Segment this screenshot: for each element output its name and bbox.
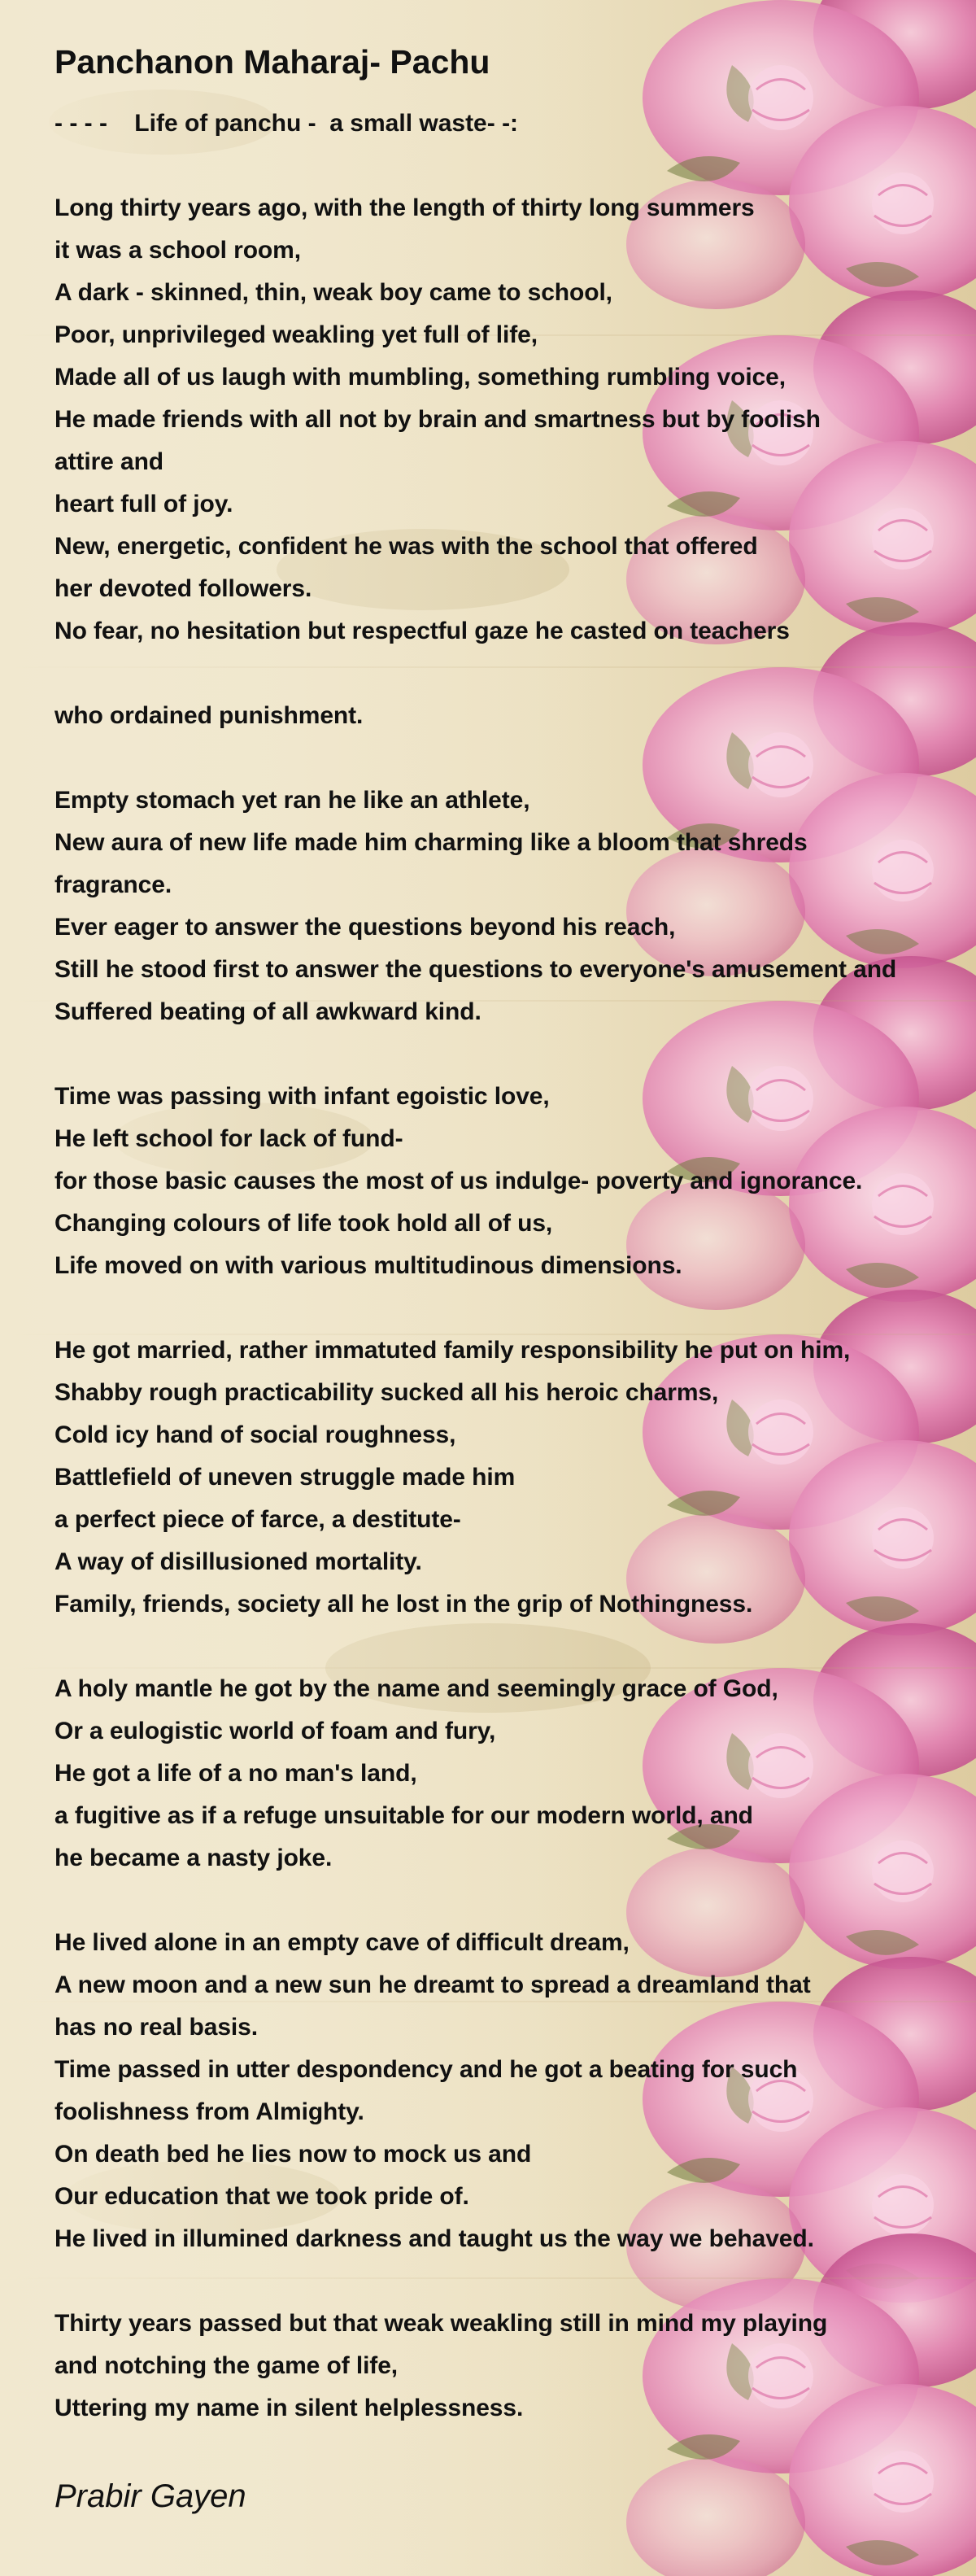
stanza-3 (54, 779, 965, 1033)
poem-line: Cold icy hand of social roughness, (54, 1421, 456, 1448)
poem-line: Life moved on with various multitudinous dimensions. (54, 1252, 682, 1279)
stanza-7 (54, 1922, 965, 2260)
poem-line: Or a eulogistic world of foam and fury, (54, 1718, 496, 1744)
poem-line: Time was passing with infant egoistic love, (54, 1083, 550, 1110)
poem-line: has no real basis. (54, 2014, 258, 2041)
poem-line: He got married, rather immatuted family responsibility he put on him, (54, 1337, 851, 1364)
poem-line: attire and (54, 448, 164, 475)
poem-line: Shabby rough practicability sucked all his heroic charms, (54, 1379, 719, 1406)
stanza-2 (54, 695, 965, 737)
poem-line: foolishness from Almighty. (54, 2098, 364, 2125)
poem-line: who ordained punishment. (54, 702, 364, 729)
poem-line: Still he stood first to answer the questions to everyone's amusement and (54, 956, 897, 983)
poem-subtitle: - - - - Life of panchu - a small waste- -: (54, 110, 519, 137)
poem-line: A holy mantle he got by the name and seemingly grace of God, (54, 1675, 778, 1702)
poem-line: Suffered beating of all awkward kind. (54, 998, 481, 1025)
poem-line: A way of disillusioned mortality. (54, 1548, 422, 1575)
poem-line: he became a nasty joke. (54, 1845, 333, 1871)
poem-line: He lived alone in an empty cave of difficult dream, (54, 1929, 630, 1956)
poem-line: He lived in illumined darkness and taught us the way we behaved. (54, 2225, 814, 2252)
poem-line: fragrance. (54, 871, 172, 898)
stanza-1 (54, 187, 965, 653)
poem-line: No fear, no hesitation but respectful gaze he casted on teachers (54, 618, 790, 644)
poem-line: Long thirty years ago, with the length of thirty long summers (54, 194, 755, 221)
poem-line: Family, friends, society all he lost in the grip of Nothingness. (54, 1591, 753, 1618)
poem-line: A dark - skinned, thin, weak boy came to school, (54, 279, 612, 306)
poem-line: A new moon and a new sun he dreamt to spread a dreamland that (54, 1971, 811, 1998)
poem-line: New, energetic, confident he was with the school that offered (54, 533, 758, 560)
poem-line: a fugitive as if a refuge unsuitable for our modern world, and (54, 1802, 753, 1829)
stanza-5 (54, 1329, 965, 1626)
stanza-4 (54, 1076, 965, 1287)
poem-author: Prabir Gayen (54, 2478, 246, 2514)
poem-line: her devoted followers. (54, 575, 312, 602)
stanza-6 (54, 1668, 965, 1880)
poem-line: Battlefield of uneven struggle made him (54, 1464, 516, 1491)
poem-line: Changing colours of life took hold all of us, (54, 1210, 553, 1237)
poem-line: Ever eager to answer the questions beyond his reach, (54, 914, 676, 941)
poem-line: for those basic causes the most of us indulge- poverty and ignorance. (54, 1168, 863, 1194)
poem-line: New aura of new life made him charming like a bloom that shreds (54, 829, 808, 856)
poem-line: He got a life of a no man's land, (54, 1760, 417, 1787)
poem-line: and notching the game of life, (54, 2352, 399, 2379)
poem-line: Our education that we took pride of. (54, 2183, 469, 2210)
poem-line: He made friends with all not by brain and smartness but by foolish (54, 406, 821, 433)
poem-line: Made all of us laugh with mumbling, something rumbling voice, (54, 364, 786, 391)
poem-line: Empty stomach yet ran he like an athlete, (54, 787, 530, 814)
poem-line: heart full of joy. (54, 491, 233, 517)
poem-title: Panchanon Maharaj- Pachu (54, 43, 490, 81)
poem-line: Thirty years passed but that weak weakling still in mind my playing (54, 2310, 828, 2337)
poem-content (54, 37, 965, 2521)
poem-line: Poor, unprivileged weakling yet full of life, (54, 321, 538, 348)
poem-line: He left school for lack of fund- (54, 1125, 403, 1152)
poem-line: it was a school room, (54, 237, 301, 264)
stanza-8 (54, 2303, 965, 2430)
poem-line: Uttering my name in silent helplessness. (54, 2395, 524, 2421)
poem-line: a perfect piece of farce, a destitute- (54, 1506, 461, 1533)
poem-line: Time passed in utter despondency and he got a beating for such (54, 2056, 798, 2083)
poem-line: On death bed he lies now to mock us and (54, 2141, 532, 2168)
